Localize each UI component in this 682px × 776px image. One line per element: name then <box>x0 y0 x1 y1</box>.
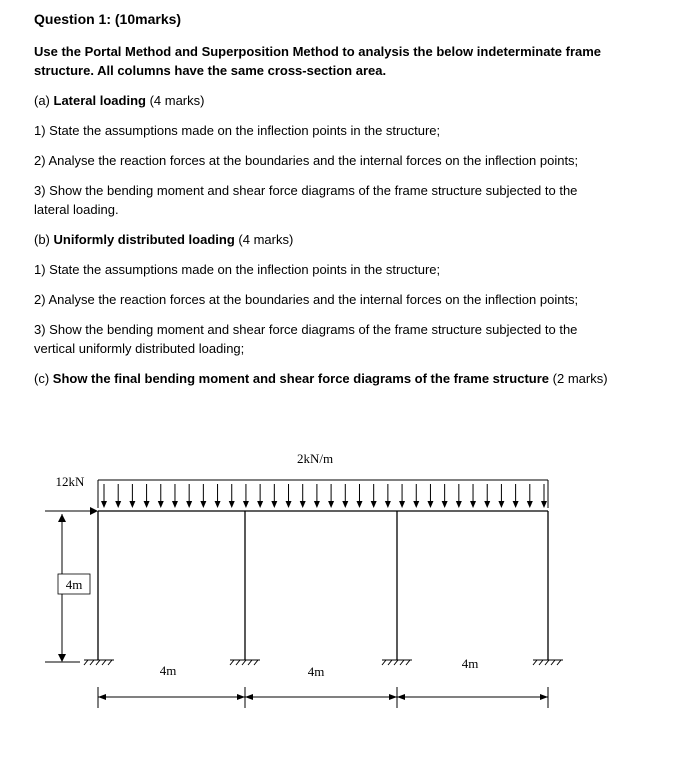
udl-arrow-head <box>541 501 547 508</box>
udl-arrow-head <box>186 501 192 508</box>
span-dimension-line <box>98 687 548 708</box>
part-a-prefix: (a) <box>34 93 54 108</box>
span-2-label: 4m <box>307 664 325 679</box>
udl-arrow-head <box>356 501 362 508</box>
udl-arrow-head <box>215 501 221 508</box>
fixed-support-3 <box>382 660 412 665</box>
question-intro-line-2: structure. All columns have the same cross-section area. <box>34 63 387 78</box>
part-c-heading: Show the final bending moment and shear force diagrams of the frame structure <box>52 371 550 386</box>
span-3-label: 4m <box>461 656 479 671</box>
part-c-prefix: (c) <box>34 371 53 386</box>
udl-arrow-head <box>427 501 433 508</box>
part-b-heading: Uniformly distributed loading <box>53 232 235 247</box>
udl-arrow-head <box>442 501 448 508</box>
udl-arrow-head <box>172 501 178 508</box>
fixed-support-4 <box>533 660 563 665</box>
udl-arrow-head <box>115 501 121 508</box>
fixed-support-1 <box>84 660 114 665</box>
udl-arrow-head <box>101 501 107 508</box>
fixed-support-2 <box>230 660 260 665</box>
udl-arrow-head <box>456 501 462 508</box>
udl-arrow-head <box>200 501 206 508</box>
part-a-marks: (4 marks) <box>145 93 205 108</box>
udl-arrow-head <box>513 501 519 508</box>
part-b-item-3-line-1: 3) Show the bending moment and shear force diagrams of the frame structure subjected to the <box>34 322 578 337</box>
udl-load <box>98 480 548 508</box>
udl-arrow-head <box>257 501 263 508</box>
udl-arrow-head <box>144 501 150 508</box>
udl-arrow-head <box>498 501 504 508</box>
part-b-item-2: 2) Analyse the reaction forces at the boundaries and the internal forces on the inflection points; <box>34 292 579 307</box>
span-1-label: 4m <box>159 663 177 678</box>
udl-arrow-head <box>484 501 490 508</box>
question-intro-line-1: Use the Portal Method and Superposition Method to analysis the below indeterminate frame <box>34 44 602 59</box>
udl-arrow-head <box>399 501 405 508</box>
udl-arrow-head <box>229 501 235 508</box>
udl-arrow-head <box>243 501 249 508</box>
udl-label: 2kN/m <box>296 451 334 466</box>
udl-arrow-head <box>300 501 306 508</box>
udl-arrow-head <box>286 501 292 508</box>
part-b-item-1: 1) State the assumptions made on the inflection points in the structure; <box>34 262 441 277</box>
udl-arrow-head <box>158 501 164 508</box>
udl-arrow-head <box>385 501 391 508</box>
udl-arrows <box>101 484 547 508</box>
lateral-load-arrow <box>45 507 98 515</box>
part-a-item-3-line-1: 3) Show the bending moment and shear force diagrams of the frame structure subjected to the <box>34 183 578 198</box>
lateral-load-label: 12kN <box>55 474 85 489</box>
udl-arrow-head <box>342 501 348 508</box>
part-b-prefix: (b) <box>34 232 54 247</box>
part-b-item-3-line-2: vertical uniformly distributed loading; <box>34 341 245 356</box>
udl-arrow-head <box>413 501 419 508</box>
part-c-marks: (2 marks) <box>549 371 608 386</box>
udl-arrow-head <box>129 501 135 508</box>
udl-arrow-head <box>470 501 476 508</box>
udl-arrow-head <box>371 501 377 508</box>
part-a-item-3-line-2: lateral loading. <box>34 202 119 217</box>
part-b-marks: (4 marks) <box>234 232 294 247</box>
udl-arrow-head <box>314 501 320 508</box>
udl-arrow-head <box>271 501 277 508</box>
part-a-heading: Lateral loading <box>53 93 146 108</box>
height-label: 4m <box>65 577 83 592</box>
part-a-item-2: 2) Analyse the reaction forces at the boundaries and the internal forces on the inflection points; <box>34 153 579 168</box>
part-a-item-1: 1) State the assumptions made on the inflection points in the structure; <box>34 123 441 138</box>
udl-arrow-head <box>328 501 334 508</box>
question-title: Question 1: (10marks) <box>34 11 182 27</box>
udl-arrow-head <box>527 501 533 508</box>
